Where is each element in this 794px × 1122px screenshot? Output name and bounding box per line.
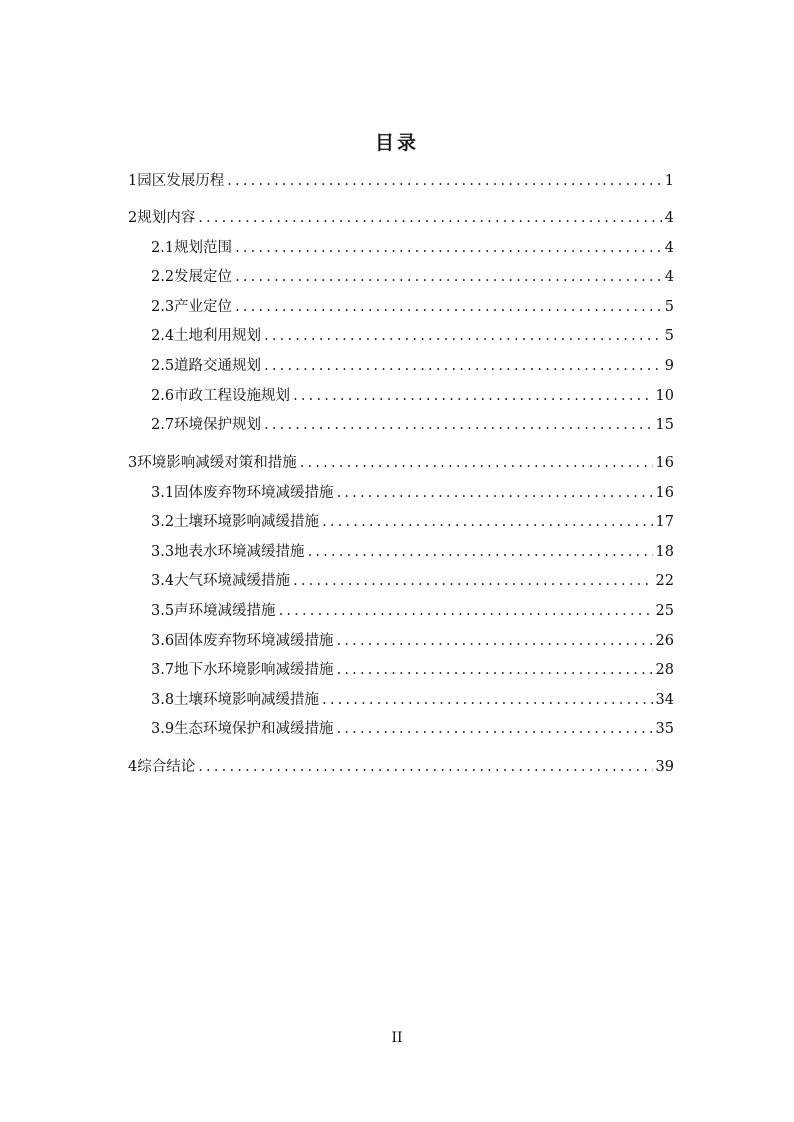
toc-entry-page: 9 <box>664 358 674 374</box>
toc-entry-3-7[interactable] <box>151 659 674 681</box>
toc-entry-page: 15 <box>655 417 674 433</box>
toc-entry-1[interactable] <box>128 170 674 192</box>
toc-entry-label: 2.6市政工程设施规划 <box>151 388 291 404</box>
toc-entry-label: 2.2发展定位 <box>151 269 233 285</box>
toc-entry-page: 4 <box>664 269 674 285</box>
dot-leader <box>264 414 652 436</box>
dot-leader <box>198 207 662 229</box>
toc-entry-page: 34 <box>655 692 674 708</box>
toc-entry-label: 2规划内容 <box>128 210 196 226</box>
toc-entry-label: 3.5声环境减缓措施 <box>151 603 276 619</box>
toc-entry-page: 16 <box>655 455 674 471</box>
toc-entry-3-9[interactable] <box>151 718 674 740</box>
toc-entry-label: 2.5道路交通规划 <box>151 358 262 374</box>
toc-entry-label: 3环境影响减缓对策和措施 <box>128 455 297 471</box>
toc-entry-label: 3.6固体废弃物环境减缓措施 <box>151 633 334 649</box>
dot-leader <box>235 296 662 318</box>
toc-entry-label: 2.7环境保护规划 <box>151 417 262 433</box>
toc-entry-label: 2.3产业定位 <box>151 299 233 315</box>
toc-entry-page: 25 <box>655 603 674 619</box>
dot-leader <box>293 570 652 592</box>
dot-leader <box>337 659 653 681</box>
dot-leader <box>337 718 653 740</box>
toc-entry-label: 3.1固体废弃物环境减缓措施 <box>151 485 334 501</box>
toc-entry-page: 5 <box>664 328 674 344</box>
dot-leader <box>322 689 652 711</box>
toc-entry-3-6[interactable] <box>151 630 674 652</box>
toc-entry-2-6[interactable] <box>151 385 674 407</box>
dot-leader <box>235 266 662 288</box>
toc-entry-2-4[interactable] <box>151 325 674 347</box>
toc-entry-3-2[interactable] <box>151 511 674 533</box>
toc-entry-label: 3.9生态环境保护和减缓措施 <box>151 721 334 737</box>
toc-entry-label: 2.1规划范围 <box>151 240 233 256</box>
toc-entry-2[interactable] <box>128 207 674 229</box>
toc-entry-page: 4 <box>664 240 674 256</box>
dot-leader <box>264 325 662 347</box>
dot-leader <box>300 452 653 474</box>
toc-entry-page: 39 <box>655 759 674 775</box>
toc-entry-label: 3.3地表水环境减缓措施 <box>151 544 305 560</box>
toc-entry-3-4[interactable] <box>151 570 674 592</box>
toc-entry-page: 35 <box>655 721 674 737</box>
toc-entry-page: 10 <box>655 388 674 404</box>
toc-entry-page: 22 <box>655 573 674 589</box>
dot-leader <box>293 385 652 407</box>
toc-entry-3-1[interactable] <box>151 482 674 504</box>
toc-entry-page: 16 <box>655 485 674 501</box>
toc-entry-3-8[interactable] <box>151 689 674 711</box>
dot-leader <box>227 170 662 192</box>
dot-leader <box>198 756 652 778</box>
dot-leader <box>264 355 662 377</box>
dot-leader <box>322 511 652 533</box>
toc-entry-label: 3.7地下水环境影响减缓措施 <box>151 662 334 678</box>
toc-entry-label: 3.8土壤环境影响减缓措施 <box>151 692 320 708</box>
toc-entry-page: 28 <box>655 662 674 678</box>
toc-entry-3[interactable] <box>128 452 674 474</box>
toc-entry-page: 17 <box>655 514 674 530</box>
dot-leader <box>279 600 653 622</box>
toc-entry-page: 4 <box>664 210 674 226</box>
toc-entry-page: 26 <box>655 633 674 649</box>
toc-entry-2-2[interactable] <box>151 266 674 288</box>
toc-entry-2-5[interactable] <box>151 355 674 377</box>
toc-entry-3-5[interactable] <box>151 600 674 622</box>
toc-entry-label: 4综合结论 <box>128 759 196 775</box>
dot-leader <box>308 541 653 563</box>
toc-entry-3-3[interactable] <box>151 541 674 563</box>
toc-entry-page: 5 <box>664 299 674 315</box>
toc-entry-2-7[interactable] <box>151 414 674 436</box>
toc-entry-page: 18 <box>655 544 674 560</box>
dot-leader <box>337 630 653 652</box>
toc-entry-2-3[interactable] <box>151 296 674 318</box>
toc-entry-4[interactable] <box>128 756 674 778</box>
page-number-footer: II <box>391 1030 403 1046</box>
toc-entry-page: 1 <box>664 173 674 189</box>
toc-entry-2-1[interactable] <box>151 237 674 259</box>
toc-entry-label: 3.2土壤环境影响减缓措施 <box>151 514 320 530</box>
toc-entry-label: 1园区发展历程 <box>128 173 225 189</box>
dot-leader <box>337 482 653 504</box>
dot-leader <box>235 237 662 259</box>
toc-entry-label: 3.4大气环境减缓措施 <box>151 573 291 589</box>
toc-entry-label: 2.4土地利用规划 <box>151 328 262 344</box>
toc-title: 目录 <box>374 132 419 154</box>
